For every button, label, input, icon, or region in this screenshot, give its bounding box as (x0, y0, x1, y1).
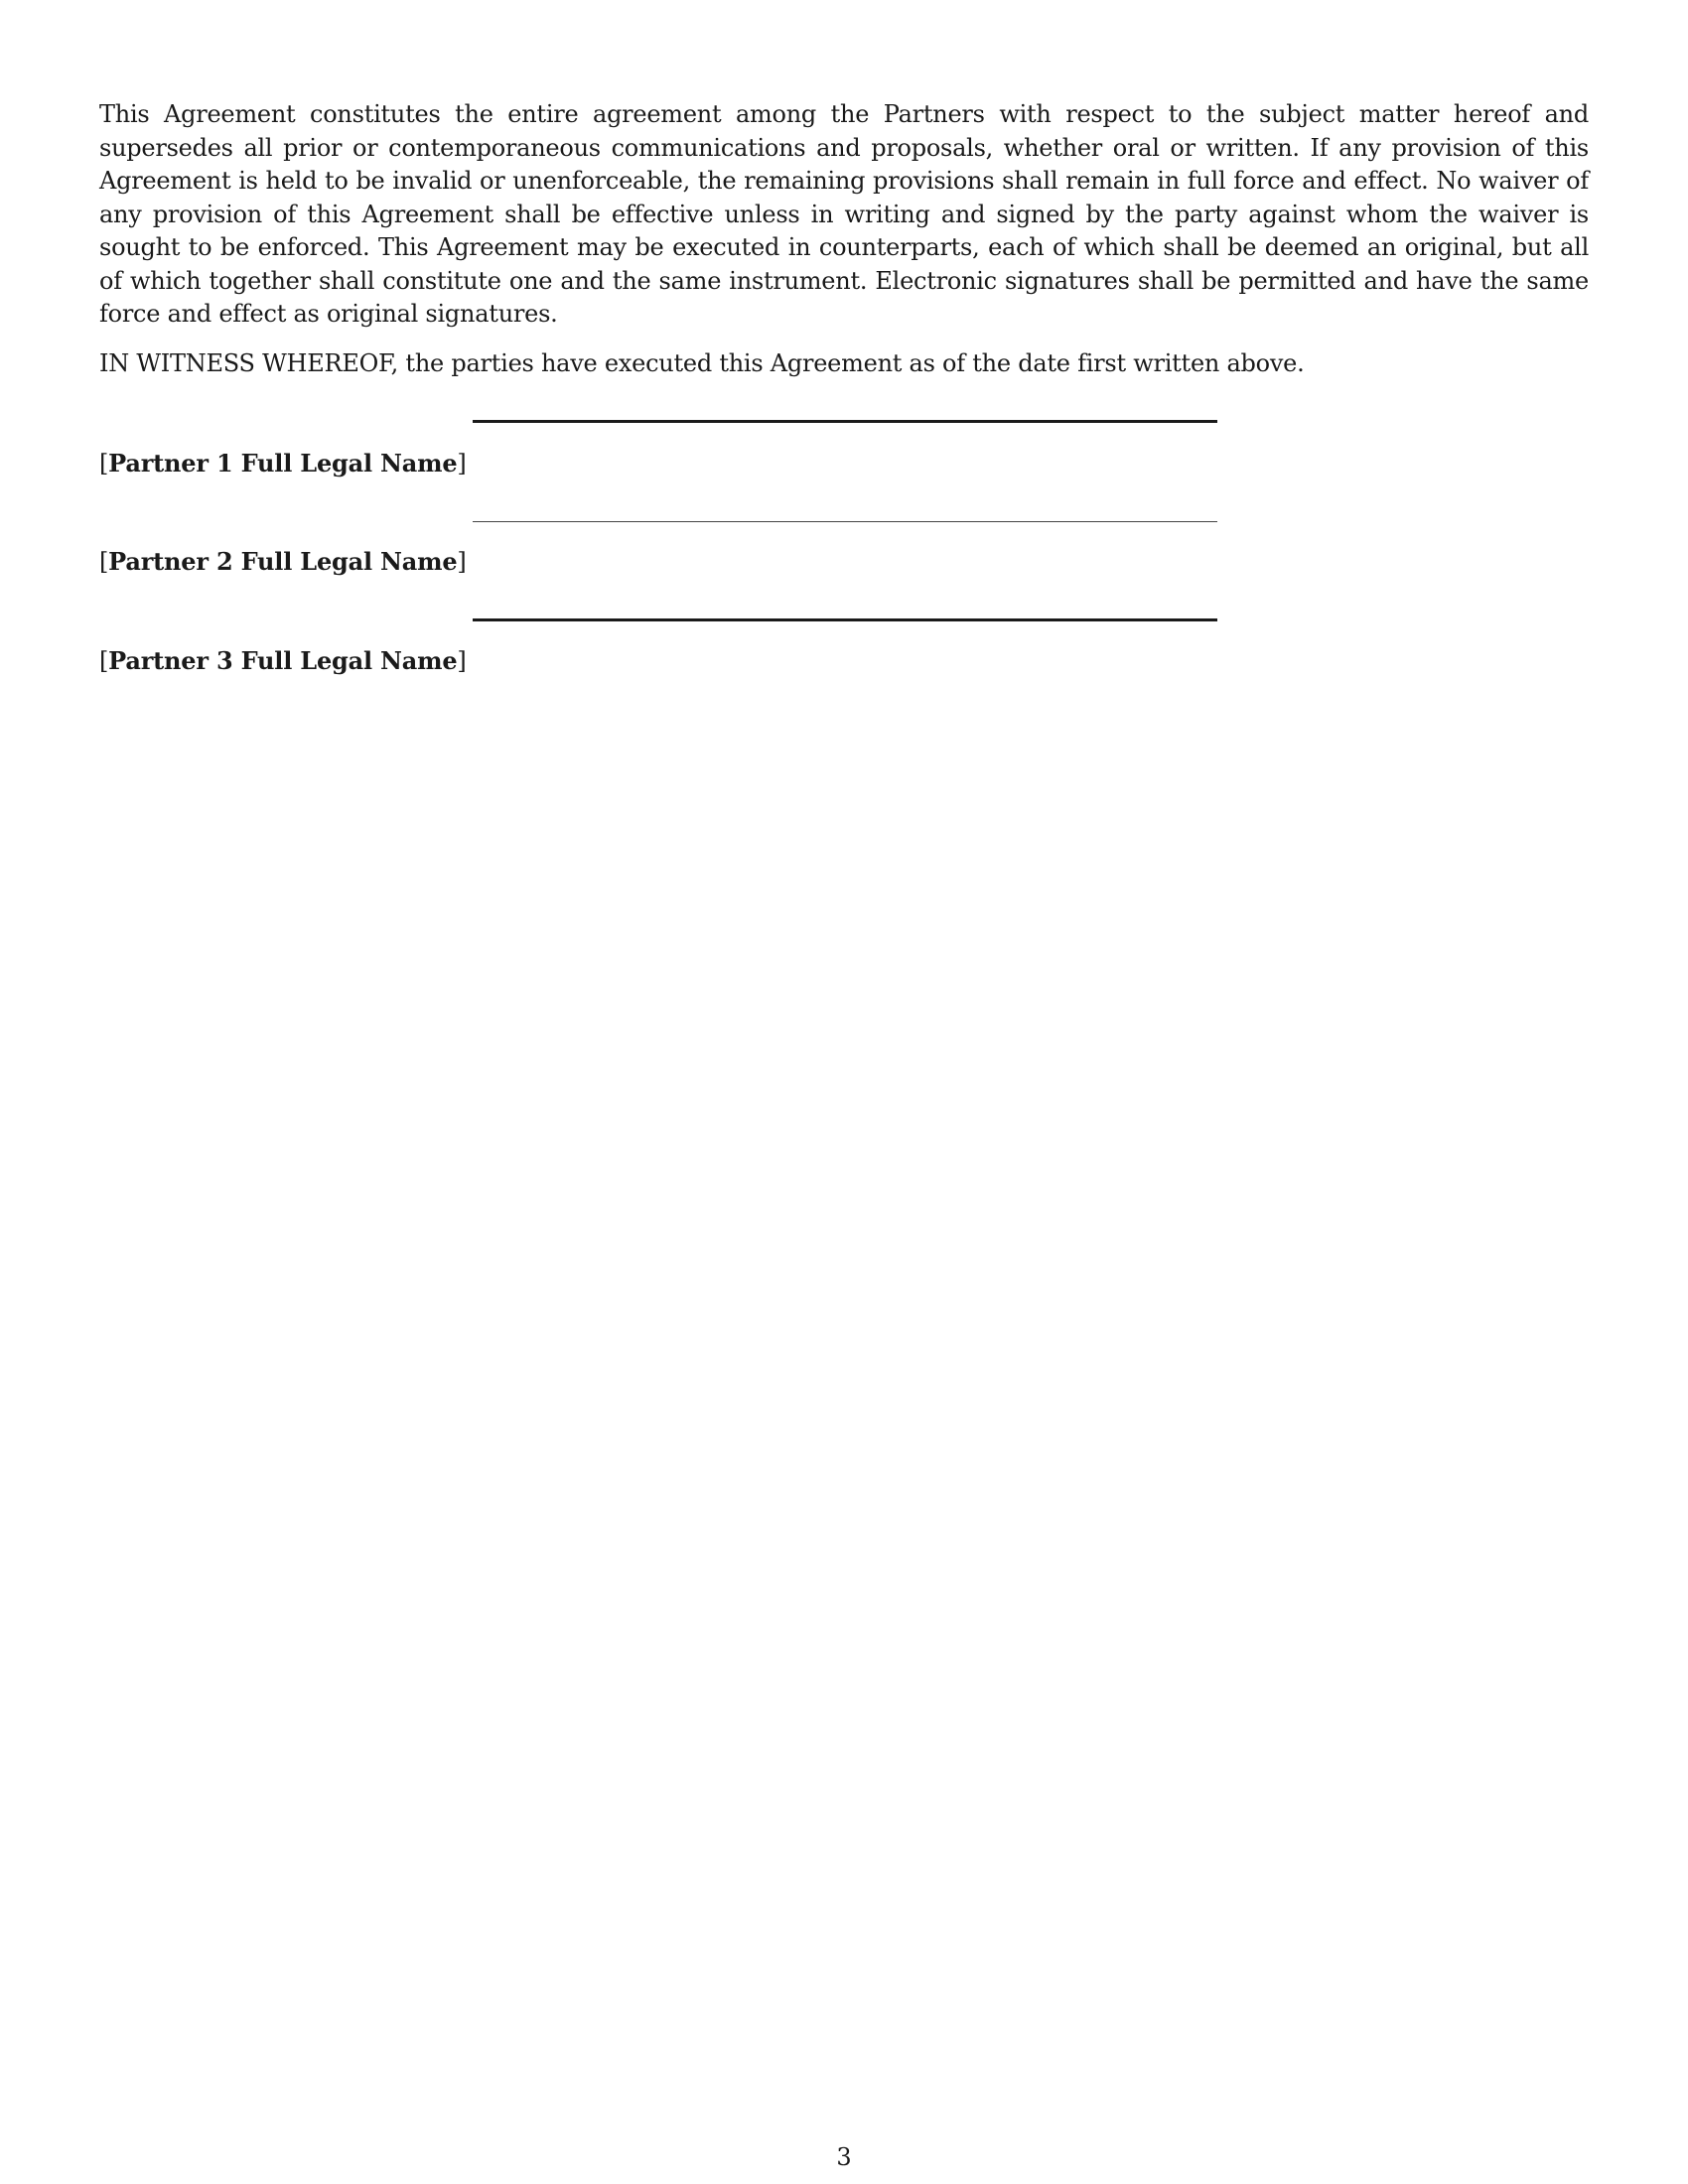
witness-statement: IN WITNESS WHEREOF, the parties have executed this Agreement as of the date first written above. (99, 349, 1305, 377)
signatory-name-partner-3: [Partner 3 Full Legal Name] (99, 646, 467, 675)
signature-line-partner-1 (473, 420, 1217, 423)
closing-paragraph: This Agreement constitutes the entire agreement among the Partners with respect to the subject matter hereof and supersedes all prior or contemporaneous communications and proposals, whether oral or written. If any provision of this Agreement is held to be invalid or unenforceable, the remaining provisions shall remain in full force and effect. No waiver of any provision of this Agreement shall be effective unless in writing and signed by the party against whom the waiver is sought to be enforced. This Agreement may be executed in counterparts, each of which shall be deemed an original, but all of which together shall constitute one and the same instrument. Electronic signatures shall be permitted and have the same force and effect as original signatures. (99, 100, 1589, 328)
signatory-name-partner-1: [Partner 1 Full Legal Name] (99, 449, 467, 478)
page-number: 3 (836, 2143, 852, 2171)
signatory-name-partner-2: [Partner 2 Full Legal Name] (99, 547, 467, 576)
signature-line-partner-2 (473, 521, 1217, 522)
signature-line-partner-3 (473, 618, 1217, 621)
